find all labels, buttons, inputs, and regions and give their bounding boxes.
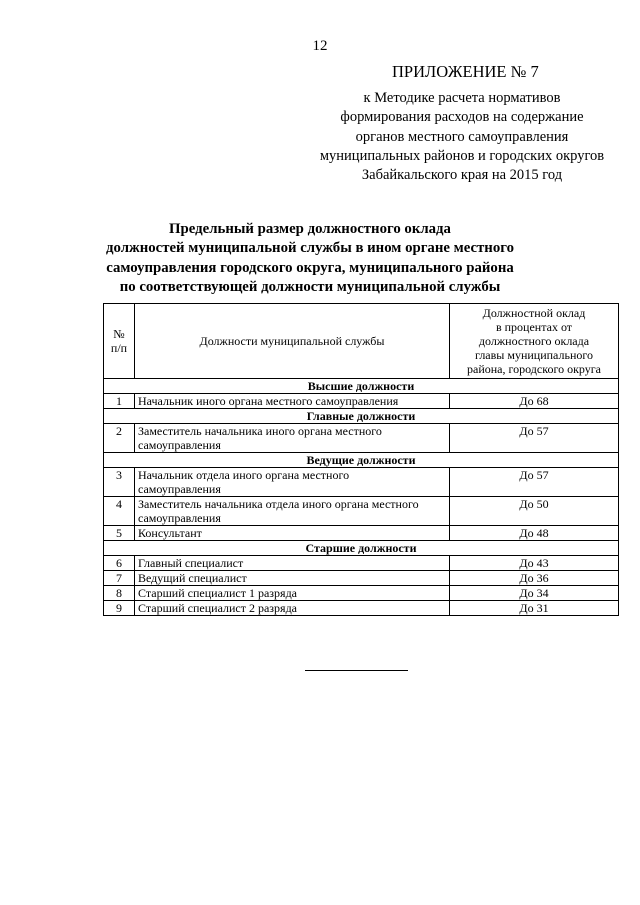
document-title-line: Предельный размер должностного оклада xyxy=(169,221,451,237)
group-row xyxy=(104,541,619,556)
position-name-line: Заместитель начальника отдела иного органа местного xyxy=(138,497,419,511)
page-number: 12 xyxy=(312,38,328,54)
row-number: 8 xyxy=(104,586,135,601)
table-row xyxy=(104,468,619,497)
position-name xyxy=(135,424,450,453)
table-row xyxy=(104,601,619,616)
salary-percent: До 68 xyxy=(450,394,619,409)
salary-percent: До 31 xyxy=(450,601,619,616)
header-number-line: п/п xyxy=(110,341,128,355)
header-number xyxy=(104,304,135,379)
header-salary-line: главы муниципального xyxy=(475,348,593,362)
header-salary xyxy=(450,304,619,379)
appendix-title: ПРИЛОЖЕНИЕ № 7 xyxy=(392,62,539,81)
appendix-subtitle-line: органов местного самоуправления xyxy=(355,128,569,145)
position-name-line: Начальник иного органа местного самоуправления xyxy=(138,394,399,408)
document-title-line: самоуправления городского округа, муниципального района xyxy=(106,259,514,276)
row-number: 3 xyxy=(104,468,135,497)
group-title: Главные должности xyxy=(104,409,619,424)
position-name-line: Старший специалист 2 разряда xyxy=(138,601,297,615)
position-name xyxy=(135,497,450,526)
row-number: 2 xyxy=(104,424,135,453)
appendix-subtitle xyxy=(302,89,622,185)
table-row xyxy=(104,571,619,586)
table-body xyxy=(104,379,619,616)
appendix-subtitle-line: Забайкальского края на 2015 год xyxy=(361,167,563,184)
table-row xyxy=(104,586,619,601)
salary-percent: До 43 xyxy=(450,556,619,571)
position-name-line: Начальник отдела иного органа местного xyxy=(138,468,350,482)
header-salary-line: района, городского округа xyxy=(467,362,601,376)
table-row xyxy=(104,424,619,453)
table-row xyxy=(104,394,619,409)
position-name xyxy=(135,586,450,601)
position-name-line: самоуправления xyxy=(138,438,221,452)
appendix-subtitle-line: формирования расходов на содержание xyxy=(340,109,584,126)
group-title: Старшие должности xyxy=(104,541,619,556)
group-row xyxy=(104,379,619,394)
group-row xyxy=(104,453,619,468)
group-title: Ведущие должности xyxy=(104,453,619,468)
table-row xyxy=(104,556,619,571)
header-number-line: № xyxy=(113,327,125,341)
position-name xyxy=(135,601,450,616)
document-title-line: должностей муниципальной службы в ином органе местного xyxy=(106,240,514,257)
position-name-line: Ведущий специалист xyxy=(138,571,247,585)
header-salary-line: должностного оклада xyxy=(478,334,590,348)
group-row xyxy=(104,409,619,424)
salary-percent: До 57 xyxy=(450,468,619,497)
salary-percent: До 48 xyxy=(450,526,619,541)
position-name-line: Консультант xyxy=(138,526,202,540)
salary-percent: До 36 xyxy=(450,571,619,586)
row-number: 9 xyxy=(104,601,135,616)
document-title-line: по соответствующей должности муниципальной службы xyxy=(119,279,501,296)
row-number: 7 xyxy=(104,571,135,586)
table-header-row xyxy=(104,304,619,379)
position-name-line: самоуправления xyxy=(138,511,221,525)
row-number: 4 xyxy=(104,497,135,526)
table-row xyxy=(104,526,619,541)
position-name-line: Главный специалист xyxy=(138,556,244,570)
salary-percent: До 57 xyxy=(450,424,619,453)
salary-percent: До 34 xyxy=(450,586,619,601)
header-salary-line: Должностной оклад xyxy=(482,306,586,320)
position-name xyxy=(135,556,450,571)
document-title xyxy=(100,220,520,298)
row-number: 6 xyxy=(104,556,135,571)
header-position: Должности муниципальной службы xyxy=(135,304,450,379)
position-name-line: Старший специалист 1 разряда xyxy=(138,586,297,600)
row-number: 5 xyxy=(104,526,135,541)
appendix-subtitle-line: муниципальных районов и городских округов xyxy=(319,147,605,164)
salary-table xyxy=(103,303,619,616)
table-row xyxy=(104,497,619,526)
appendix-subtitle-line: к Методике расчета нормативов xyxy=(363,90,561,106)
position-name-line: Заместитель начальника иного органа местного xyxy=(138,424,382,438)
footer-divider xyxy=(305,670,408,671)
position-name-line: самоуправления xyxy=(138,482,221,496)
salary-percent: До 50 xyxy=(450,497,619,526)
position-name xyxy=(135,468,450,497)
position-name xyxy=(135,526,450,541)
position-name xyxy=(135,571,450,586)
group-title: Высшие должности xyxy=(104,379,619,394)
position-name xyxy=(135,394,450,409)
header-salary-line: в процентах от xyxy=(495,320,573,334)
row-number: 1 xyxy=(104,394,135,409)
